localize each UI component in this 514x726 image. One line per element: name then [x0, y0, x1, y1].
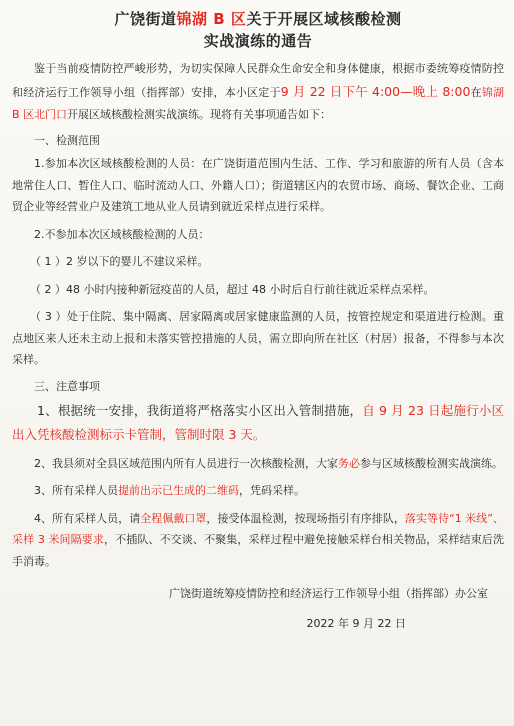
- title-line-2: 实战演练的通告: [203, 32, 313, 50]
- signer: 广饶街道统筹疫情防控和经济运行工作领导小组（指挥部）办公室: [169, 587, 488, 600]
- section-1-sub-1: （ 1 ）2 岁以下的婴儿不建议采样。: [30, 255, 209, 268]
- notice-item-4-text-a: 4、所有采样人员，请: [34, 511, 141, 525]
- intro-text-3: 开展区域核酸检测实战演练。现将有关事项通告如下：: [67, 107, 332, 121]
- title-suffix: 关于开展区域核酸检测: [246, 10, 402, 28]
- intro-place: 锦湖 B 区北门口: [12, 85, 505, 121]
- title-line-1: [12, 8, 504, 30]
- intro-text-2: 在: [470, 85, 482, 99]
- notice-item-3: [12, 480, 504, 502]
- title-community-name: 锦湖 B 区: [176, 10, 247, 28]
- notice-item-3-suffix: ，凭码采样。: [239, 484, 305, 497]
- intro-text-1: 鉴于当前疫情防控严峻形势，为切实保障人民群众生命安全和身体健康，根据市委统筹疫情防控和经济运行工作领导小组（指挥部）安排，本小区定于: [12, 62, 504, 99]
- issue-date: 2022 年 9 月 22 日: [306, 617, 406, 630]
- section-1-heading: 一、检测范围: [34, 134, 100, 147]
- section-1-item-1: 1.参加本次区域核酸检测的人员：在广饶街道范围内生活、工作、学习和旅游的所有人员（含本地常住人口、暂住人口、临时流动人口、外籍人口）；街道辖区内的农贸市场、商场、餐饮企业、工商贸企业等经营业户及建筑工地从业人员请到就近采样点进行采样。: [12, 157, 504, 213]
- notice-item-4-text-b: ，接受体温检测，按现场指引有序排队，: [206, 511, 405, 525]
- notice-item-4: [12, 508, 504, 573]
- intro-paragraph: [12, 58, 504, 125]
- section-1-sub-2: （ 2 ）48 小时内接种新冠疫苗的人员，超过 48 小时后自行前往就近采样点采样。: [30, 282, 435, 296]
- notice-item-2-text: 2、我县须对全县区域范围内所有人员进行一次核酸检测，大家: [34, 456, 338, 470]
- notice-title: [12, 8, 504, 52]
- notice-item-1-text: 1、根据统一安排，我街道将严格落实小区出入管制措施，: [37, 402, 363, 418]
- intro-time: 9 月 22 日下午 4:00—晚上 8:00: [280, 83, 471, 99]
- section-1-item-2: 2.不参加本次区域核酸检测的人员：: [34, 227, 210, 241]
- notice-item-2: [12, 453, 504, 475]
- notice-item-1: [12, 399, 504, 447]
- notice-item-2-red: 务必: [338, 456, 360, 470]
- notice-item-4-red-2: 落实等待“1 米线”、采样 3 米间隔要求: [12, 511, 504, 546]
- notice-item-2-suffix: 参与区域核酸检测实战演练。: [360, 456, 503, 470]
- notice-item-3-text: 3、所有采样人员: [34, 484, 118, 497]
- notice-item-4-text-c: ，不插队、不交谈、不聚集，采样过程中避免接触采样台相关物品，采样结束后洗手消毒。: [12, 533, 504, 568]
- section-3-heading: 三、注意事项: [34, 379, 100, 393]
- notice-item-4-red-1: 全程佩戴口罩: [140, 511, 207, 525]
- title-prefix: 广饶街道: [114, 10, 177, 28]
- notice-item-1-red: 自 9 月 23 日起施行小区出入凭核酸检测标示卡管制，管制时限 3 天。: [12, 402, 504, 442]
- notice-item-3-red: 提前出示已生成的二维码: [118, 484, 239, 497]
- section-1-sub-3: （ 3 ）处于住院、集中隔离、居家隔离或居家健康监测的人员，按管控规定和渠道进行检测。重点地区来人还未主动上报和未落实管控措施的人员，需立即向所在社区（村居）报备，不得参与本次采样。: [12, 310, 504, 366]
